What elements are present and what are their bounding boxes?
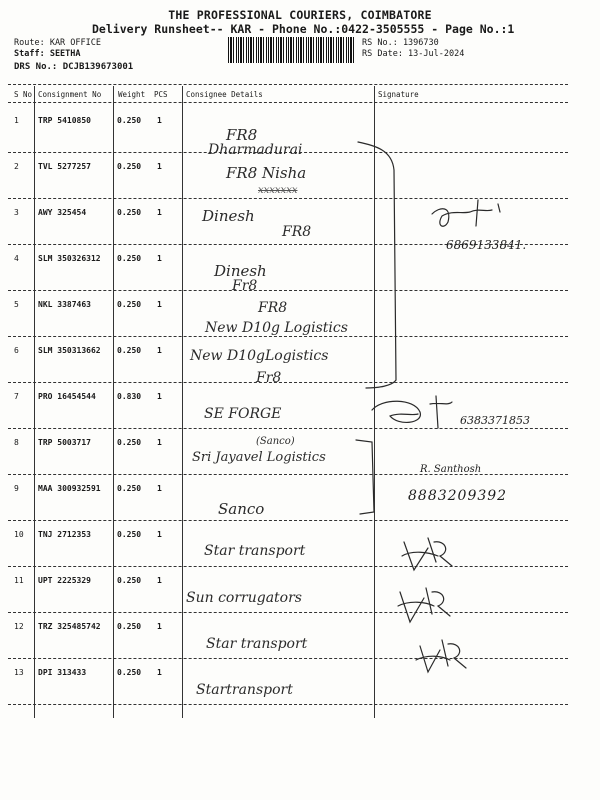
row-sno: 9	[14, 484, 19, 493]
row-sno: 7	[14, 392, 19, 401]
col-header-consignment: Consignment No	[38, 90, 102, 99]
row-sno: 6	[14, 346, 19, 355]
handwritten-details: Star transport	[206, 636, 308, 652]
row-consignment-no: NKL 3387463	[38, 300, 91, 309]
row-pcs: 1	[157, 346, 162, 355]
col-header-sno: S No	[14, 90, 33, 99]
row-sno: 4	[14, 254, 19, 263]
rs-date: RS Date: 13-Jul-2024	[362, 49, 465, 59]
row-weight: 0.250	[117, 576, 142, 585]
row-sno: 13	[14, 668, 24, 677]
row-pcs: 1	[157, 392, 162, 401]
row-sno: 5	[14, 300, 19, 309]
row-weight: 0.250	[117, 346, 142, 355]
handwritten-phone: 6383371853	[460, 414, 530, 427]
page-title: THE PROFESSIONAL COURIERS, COIMBATORE	[168, 8, 432, 22]
row-weight: 0.250	[117, 254, 142, 263]
col-header-weight: Weight	[118, 90, 146, 99]
rs-number: RS No.: 1396730	[362, 38, 439, 48]
handwritten-details: Sanco	[218, 500, 265, 518]
row-weight: 0.250	[117, 208, 142, 217]
row-sno: 3	[14, 208, 19, 217]
col-header-signature: Signature	[378, 90, 419, 99]
row-consignment-no: TNJ 2712353	[38, 530, 91, 539]
row-weight: 0.830	[117, 392, 142, 401]
handwritten-details: Fr8	[232, 278, 258, 294]
row-consignment-no: TVL 5277257	[38, 162, 91, 171]
row-pcs: 1	[157, 116, 162, 125]
row-weight: 0.250	[117, 116, 142, 125]
row-consignment-no: TRP 5003717	[38, 438, 91, 447]
handwritten-details: New D10gLogistics	[190, 348, 329, 364]
row-sno: 2	[14, 162, 19, 171]
signature-scribble	[416, 640, 466, 672]
col-header-pcs: PCS	[154, 90, 168, 99]
row-pcs: 1	[157, 438, 162, 447]
handwritten-details: Dharmadurai	[208, 142, 303, 158]
row-pcs: 1	[157, 300, 162, 309]
handwritten-details: Star transport	[204, 543, 306, 559]
row-consignment-no: AWY 325454	[38, 208, 87, 217]
runsheet-subtitle: Delivery Runsheet-- KAR - Phone No.:0422-3505555 - Page No.:1	[92, 22, 515, 36]
row-weight: 0.250	[117, 622, 142, 631]
struck-out-text: xxxxxxx	[258, 185, 298, 196]
handwritten-details: FR8	[282, 224, 312, 240]
row-pcs: 1	[157, 484, 162, 493]
col-header-details: Consignee Details	[186, 90, 263, 99]
handwritten-name: R. Santhosh	[420, 464, 482, 475]
row-pcs: 1	[157, 208, 162, 217]
bracket-stroke	[358, 142, 396, 388]
row-pcs: 1	[157, 576, 162, 585]
handwritten-details: (Sanco)	[256, 436, 295, 447]
row-consignment-no: UPT 2225329	[38, 576, 91, 585]
handwritten-details: New D10g Logistics	[205, 320, 348, 336]
bracket-stroke	[356, 440, 374, 514]
row-consignment-no: SLM 350326312	[38, 254, 101, 263]
drs-number: DRS No.: DCJB139673001	[14, 62, 134, 72]
row-consignment-no: DPI 313433	[38, 668, 87, 677]
staff-label: Staff: SEETHA	[14, 49, 81, 59]
row-consignment-no: SLM 350313662	[38, 346, 101, 355]
row-consignment-no: TRP 5410850	[38, 116, 91, 125]
route-label: Route: KAR OFFICE	[14, 38, 101, 48]
row-sno: 10	[14, 530, 24, 539]
handwritten-details: FR8 Nisha	[226, 164, 307, 182]
row-weight: 0.250	[117, 438, 142, 447]
signature-scribble	[432, 200, 500, 226]
row-pcs: 1	[157, 254, 162, 263]
handwritten-details: Sun corrugators	[186, 590, 302, 606]
handwritten-details: FR8	[226, 126, 258, 144]
row-pcs: 1	[157, 162, 162, 171]
row-pcs: 1	[157, 622, 162, 631]
handwritten-phone: 8883209392	[408, 488, 508, 504]
row-sno: 12	[14, 622, 24, 631]
signature-scribble	[372, 396, 452, 428]
row-consignment-no: MAA 300932591	[38, 484, 101, 493]
row-consignment-no: PRO 16454544	[38, 392, 96, 401]
signature-scribble	[402, 538, 452, 570]
row-sno: 8	[14, 438, 19, 447]
handwritten-details: Fr8	[256, 370, 282, 386]
row-weight: 0.250	[117, 162, 142, 171]
row-pcs: 1	[157, 530, 162, 539]
handwritten-details: FR8	[258, 300, 288, 316]
handwritten-details: Dinesh	[202, 207, 255, 225]
signature-scribble	[398, 588, 450, 622]
handwritten-details: Startransport	[196, 682, 293, 698]
row-sno: 11	[14, 576, 24, 585]
row-sno: 1	[14, 116, 19, 125]
row-consignment-no: TRZ 325485742	[38, 622, 101, 631]
row-weight: 0.250	[117, 300, 142, 309]
row-pcs: 1	[157, 668, 162, 677]
row-weight: 0.250	[117, 668, 142, 677]
handwritten-details: Dinesh	[214, 262, 267, 280]
handwritten-phone: 6869133841.	[446, 238, 527, 252]
row-weight: 0.250	[117, 530, 142, 539]
handwritten-details: Sri Jayavel Logistics	[192, 450, 326, 465]
row-weight: 0.250	[117, 484, 142, 493]
handwritten-details: SE FORGE	[204, 406, 282, 422]
